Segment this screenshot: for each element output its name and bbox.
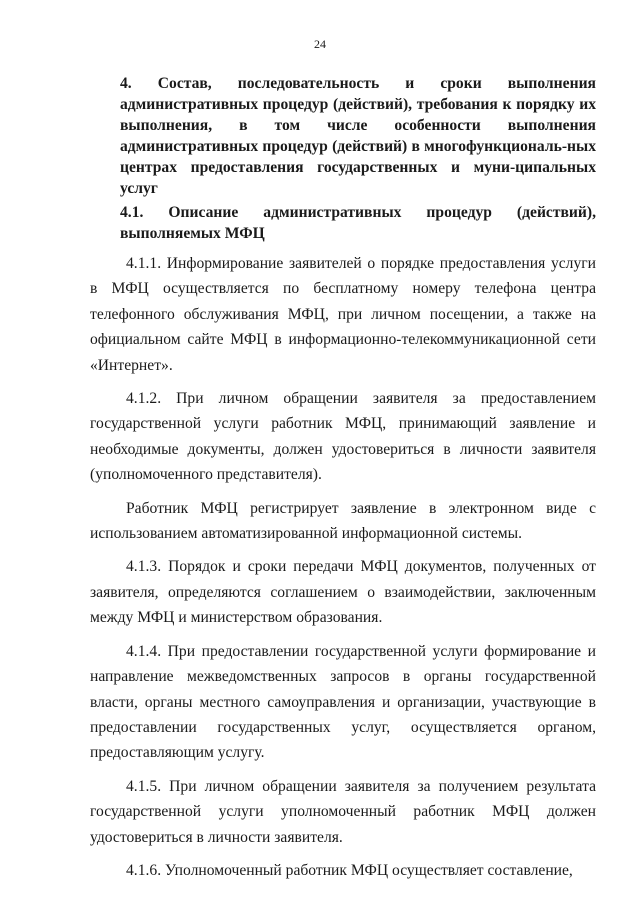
- paragraph-registration: Работник МФЦ регистрирует заявление в электронном виде с использованием автоматизированной информационной системы.: [90, 499, 596, 543]
- paragraph-4-1-2: 4.1.2. При личном обращении заявителя за предоставлением государственной услуги работник МФЦ, принимающий заявление и необходимые документы, должен удостовериться в личности заявителя (уполномоченного представителя).: [90, 390, 596, 484]
- section-4-heading: 4. Состав, последовательность и сроки выполнения административных процедур (действий), требования к порядку их выполнения, в том числе особенности выполнения административных процедур (действий) в многофункциональ-ных центрах предоставления государственных и муни-ципальных услуг: [120, 75, 596, 197]
- page-number: 24: [314, 37, 326, 51]
- section-4-1-heading: 4.1. Описание административных процедур (действий), выполняемых МФЦ: [120, 204, 596, 242]
- paragraph-4-1-1: 4.1.1. Информирование заявителей о порядке предоставления услуги в МФЦ осуществляется по бесплатному номеру телефона центра телефонного обслуживания МФЦ, при личном посещении, а также на официальном сайте МФЦ в информационно-телекоммуникационной сети «Интернет».: [90, 255, 596, 374]
- document-body: [90, 251, 596, 891]
- paragraph-4-1-6: 4.1.6. Уполномоченный работник МФЦ осуществляет составление,: [126, 861, 573, 879]
- paragraph-4-1-5: 4.1.5. При личном обращении заявителя за получением результата государственной услуги уполномоченный работник МФЦ должен удостовериться в личности заявителя.: [90, 777, 596, 846]
- paragraph-4-1-3: 4.1.3. Порядок и сроки передачи МФЦ документов, полученных от заявителя, определяются соглашением о взаимодействии, заключенным между МФЦ и министерством образования.: [90, 558, 596, 627]
- paragraph-4-1-4: 4.1.4. При предоставлении государственной услуги формирование и направление межведомственных запросов в органы государственной власти, органы местного самоуправления и организации, участвующие в предоставлении государственных услуг, осуществляется органом, предоставляющим услугу.: [90, 642, 596, 762]
